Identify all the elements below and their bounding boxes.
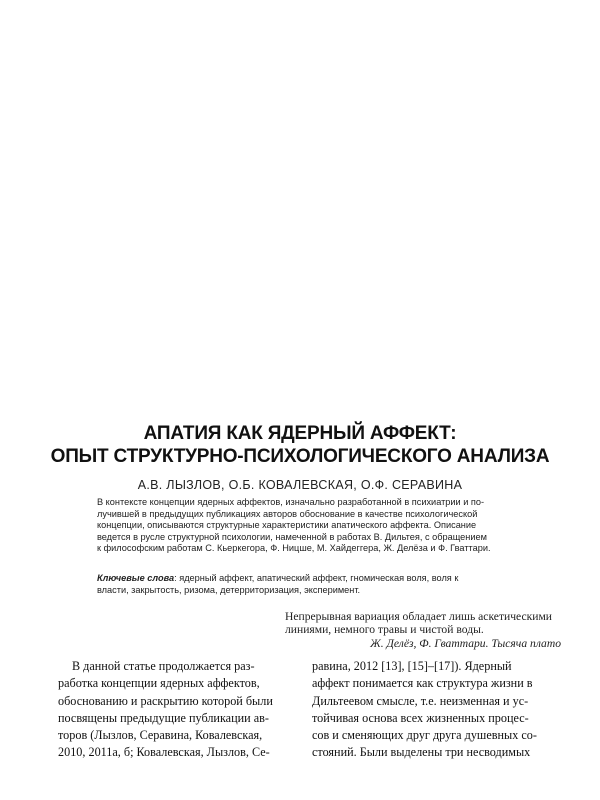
body-line: Дильтеевом смысле, т.е. неизменная и ус- xyxy=(312,693,529,708)
body-line: В данной статье продолжается раз- xyxy=(72,659,255,673)
keywords-line-1 xyxy=(97,573,522,585)
body-line: торов (Лызлов, Серавина, Ковалевская, xyxy=(58,728,263,743)
abstract-line: лучившей в предыдущих публикациях авторов обоснование в качестве психологической xyxy=(97,508,478,519)
abstract xyxy=(97,497,522,555)
authors: А.В. ЛЫЗЛОВ, О.Б. КОВАЛЕВСКАЯ, О.Ф. СЕРАВИНА xyxy=(137,478,463,492)
body-line: равина, 2012 [13], [15]–[17]). Ядерный xyxy=(312,659,512,673)
keywords xyxy=(97,573,522,596)
abstract-line: ведется в русле структурной психологии, намеченной в работах В. Дильтея, с обращением xyxy=(97,531,487,542)
keywords-text-1: : ядерный аффект, апатический аффект, гномическая воля, воля к xyxy=(174,573,459,583)
epigraph-source: Ж. Делёз, Ф. Гваттари. Тысяча плато xyxy=(370,636,561,650)
body-line: стояний. Были выделены три несводимых xyxy=(312,745,531,760)
body-line: тойчивая основа всех жизненных процес- xyxy=(312,710,529,725)
body-line: аффект понимается как структура жизни в xyxy=(312,676,533,691)
epigraph xyxy=(285,610,561,650)
body-line: посвящены предыдущие публикации ав- xyxy=(58,710,269,725)
body-column-right xyxy=(312,658,558,762)
abstract-line: к философским работам С. Кьеркегора, Ф. Ницше, М. Хайдеггера, Ж. Делёза и Ф. Гваттари. xyxy=(97,543,491,554)
keywords-line-2: власти, закрытость, ризома, детерриторизация, эксперимент. xyxy=(97,584,361,595)
title-line-2: ОПЫТ СТРУКТУРНО-ПСИХОЛОГИЧЕСКОГО АНАЛИЗА xyxy=(50,446,550,467)
body-line: обоснованию и раскрытию которой были xyxy=(58,693,273,708)
article-title xyxy=(40,422,560,468)
body-column-left xyxy=(58,658,291,762)
title-line-1: АПАТИЯ КАК ЯДЕРНЫЙ АФФЕКТ: xyxy=(143,423,457,444)
body-line: сов и сменяющих друг друга душевных со- xyxy=(312,728,537,743)
body-line: 2010, 2011а, б; Ковалевская, Лызлов, Се- xyxy=(58,745,270,760)
abstract-line: концепции, описываются структурные характеристики апатического аффекта. Описание xyxy=(97,520,477,531)
body-line: работка концепции ядерных аффектов, xyxy=(58,676,260,691)
epigraph-line: Непрерывная вариация обладает лишь аскетическими xyxy=(285,610,553,623)
keywords-label: Ключевые слова xyxy=(97,573,175,583)
epigraph-line: линиями, немного травы и чистой воды. xyxy=(285,623,484,637)
abstract-line: В контексте концепции ядерных аффектов, изначально разработанной в психиатрии и по- xyxy=(97,497,485,507)
